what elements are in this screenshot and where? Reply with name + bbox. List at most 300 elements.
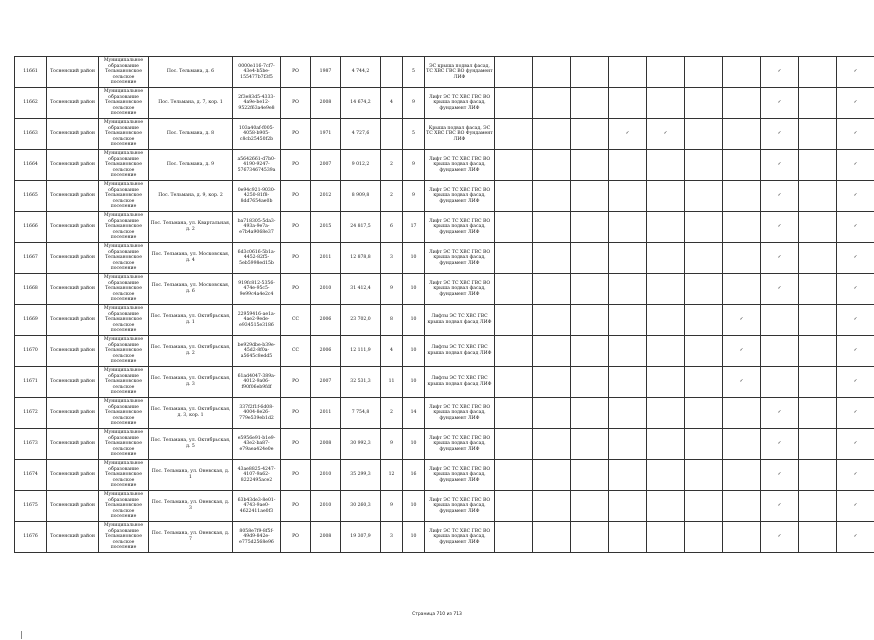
municipality-cell: Муниципальное образование Тельмановское сельское поселение bbox=[99, 57, 149, 88]
check-cell bbox=[647, 336, 685, 367]
row-id: 11667 bbox=[15, 243, 47, 274]
district-cell: Тосненский район bbox=[47, 212, 99, 243]
year-cell: 2006 bbox=[311, 305, 341, 336]
check-cell bbox=[495, 274, 533, 305]
area-cell: 12 111,9 bbox=[341, 336, 381, 367]
guid-cell: 337f2f1f-6d08-4004-8e26-779e539eb1d2 bbox=[233, 398, 281, 429]
address-cell: Пос. Тельмана, ул. Оневская, д. 3 bbox=[149, 491, 233, 522]
entrances-cell: 9 bbox=[381, 429, 403, 460]
ownership-type: РО bbox=[281, 460, 311, 491]
check-cell bbox=[799, 88, 837, 119]
check-cell bbox=[723, 150, 761, 181]
check-cell bbox=[799, 429, 837, 460]
check-cell bbox=[761, 305, 799, 336]
address-cell: Пос. Тельмана, ул. Московская, д. 6 bbox=[149, 274, 233, 305]
works-cell: Лифт ЭС ТС ХВС ГВС ВО крыша подвал фасад, фундамент ЛИФ bbox=[425, 522, 495, 553]
table-row bbox=[15, 88, 874, 119]
check-cell bbox=[533, 398, 571, 429]
entrances-cell: 9 bbox=[381, 491, 403, 522]
check-cell bbox=[761, 119, 799, 150]
check-cell bbox=[723, 274, 761, 305]
table-row bbox=[15, 181, 874, 212]
year-cell: 1971 bbox=[311, 119, 341, 150]
checkmark-icon: ✓ bbox=[777, 472, 782, 478]
check-cell bbox=[533, 305, 571, 336]
floors-cell: 10 bbox=[403, 367, 425, 398]
check-cell bbox=[799, 460, 837, 491]
check-cell bbox=[533, 460, 571, 491]
check-cell bbox=[571, 367, 609, 398]
check-cell bbox=[647, 367, 685, 398]
row-id: 11665 bbox=[15, 181, 47, 212]
check-cell bbox=[609, 367, 647, 398]
check-cell bbox=[723, 57, 761, 88]
checkmark-icon: ✓ bbox=[739, 348, 744, 354]
check-cell bbox=[571, 336, 609, 367]
check-cell bbox=[837, 398, 874, 429]
check-cell bbox=[571, 429, 609, 460]
check-cell bbox=[723, 367, 761, 398]
check-cell bbox=[647, 243, 685, 274]
table-row bbox=[15, 57, 874, 88]
year-cell: 1987 bbox=[311, 57, 341, 88]
checkmark-icon: ✓ bbox=[853, 348, 858, 354]
check-cell bbox=[647, 429, 685, 460]
works-cell: Крыша подвал фасад, ЭС ТС ХВС ГВС ВО Фундамент ЛИФ bbox=[425, 119, 495, 150]
check-cell bbox=[533, 88, 571, 119]
guid-cell: 43ae8825-4247-4107-9a62-8222495ace2 bbox=[233, 460, 281, 491]
ownership-type: РО bbox=[281, 150, 311, 181]
municipality-cell: Муниципальное образование Тельмановское сельское поселение bbox=[99, 181, 149, 212]
check-cell bbox=[685, 119, 723, 150]
entrances-cell bbox=[381, 119, 403, 150]
check-cell bbox=[571, 57, 609, 88]
check-cell bbox=[799, 274, 837, 305]
ownership-type: СС bbox=[281, 336, 311, 367]
check-cell bbox=[495, 491, 533, 522]
municipality-cell: Муниципальное образование Тельмановское сельское поселение bbox=[99, 429, 149, 460]
guid-cell: 0e94c921-9030-4250-81f8-8dd7654ae0b bbox=[233, 181, 281, 212]
check-cell bbox=[761, 460, 799, 491]
check-cell bbox=[799, 491, 837, 522]
checkmark-icon: ✓ bbox=[853, 410, 858, 416]
floors-cell: 10 bbox=[403, 491, 425, 522]
check-cell bbox=[761, 491, 799, 522]
check-cell bbox=[723, 522, 761, 553]
row-id: 11670 bbox=[15, 336, 47, 367]
entrances-cell: 12 bbox=[381, 460, 403, 491]
check-cell bbox=[685, 398, 723, 429]
checkmark-icon: ✓ bbox=[777, 224, 782, 230]
year-cell: 2007 bbox=[311, 367, 341, 398]
floors-cell: 10 bbox=[403, 274, 425, 305]
checkmark-icon: ✓ bbox=[625, 131, 630, 137]
area-cell: 4 727,6 bbox=[341, 119, 381, 150]
address-cell: Пос. Тельмана, ул. Октябрьская, д. 5 bbox=[149, 429, 233, 460]
check-cell bbox=[609, 119, 647, 150]
check-cell bbox=[609, 460, 647, 491]
check-cell bbox=[685, 460, 723, 491]
check-cell bbox=[647, 88, 685, 119]
check-cell bbox=[799, 305, 837, 336]
works-cell: Лифт ЭС ТС ХВС ГВС ВО крыша подвал фасад, фундамент ЛИФ bbox=[425, 491, 495, 522]
floors-cell: 9 bbox=[403, 181, 425, 212]
check-cell bbox=[685, 429, 723, 460]
ownership-type: РО bbox=[281, 491, 311, 522]
district-cell: Тосненский район bbox=[47, 150, 99, 181]
check-cell bbox=[723, 305, 761, 336]
guid-cell: 0000e116-7cf7-43e4-b5be-155477b7f3f5 bbox=[233, 57, 281, 88]
check-cell bbox=[495, 305, 533, 336]
row-id: 11675 bbox=[15, 491, 47, 522]
works-cell: Лифт ЭС ТС ХВС ГВС ВО крыша подвал фасад, фундамент ЛИФ bbox=[425, 181, 495, 212]
guid-cell: e5956e91-b1e9-43e2-ba87-e79aea424e0e bbox=[233, 429, 281, 460]
area-cell: 32 531,3 bbox=[341, 367, 381, 398]
checkmark-icon: ✓ bbox=[853, 441, 858, 447]
check-cell bbox=[571, 212, 609, 243]
municipality-cell: Муниципальное образование Тельмановское сельское поселение bbox=[99, 274, 149, 305]
entrances-cell: 6 bbox=[381, 212, 403, 243]
municipality-cell: Муниципальное образование Тельмановское сельское поселение bbox=[99, 460, 149, 491]
area-cell: 9 012,2 bbox=[341, 150, 381, 181]
district-cell: Тосненский район bbox=[47, 336, 99, 367]
address-cell: Пос. Тельмана, ул. Оневская, д. 1 bbox=[149, 460, 233, 491]
table-row bbox=[15, 460, 874, 491]
checkmark-icon: ✓ bbox=[777, 69, 782, 75]
district-cell: Тосненский район bbox=[47, 274, 99, 305]
checkmark-icon: ✓ bbox=[777, 193, 782, 199]
year-cell: 2006 bbox=[311, 336, 341, 367]
check-cell bbox=[571, 274, 609, 305]
guid-cell: 61ad4047-389a-4012-9a06-f90f06eb9fdf bbox=[233, 367, 281, 398]
check-cell bbox=[533, 336, 571, 367]
check-cell bbox=[647, 274, 685, 305]
works-cell: Лифт ЭС ТС ХВС ГВС ВО крыша подвал фасад, фундамент ЛИФ bbox=[425, 429, 495, 460]
entrances-cell: 8 bbox=[381, 305, 403, 336]
check-cell bbox=[647, 491, 685, 522]
check-cell bbox=[647, 305, 685, 336]
ownership-type: РО bbox=[281, 212, 311, 243]
year-cell: 2010 bbox=[311, 274, 341, 305]
check-cell bbox=[647, 398, 685, 429]
check-cell bbox=[837, 367, 874, 398]
check-cell bbox=[761, 367, 799, 398]
entrances-cell bbox=[381, 57, 403, 88]
check-cell bbox=[609, 243, 647, 274]
table-row bbox=[15, 429, 874, 460]
check-cell bbox=[723, 88, 761, 119]
row-id: 11672 bbox=[15, 398, 47, 429]
check-cell bbox=[571, 150, 609, 181]
check-cell bbox=[609, 181, 647, 212]
check-cell bbox=[761, 398, 799, 429]
row-id: 11666 bbox=[15, 212, 47, 243]
year-cell: 2011 bbox=[311, 243, 341, 274]
row-id: 11671 bbox=[15, 367, 47, 398]
check-cell bbox=[533, 429, 571, 460]
check-cell bbox=[837, 150, 874, 181]
guid-cell: 22959416-ae1a-4ae2-9ede-e934515e3186 bbox=[233, 305, 281, 336]
district-cell: Тосненский район bbox=[47, 243, 99, 274]
check-cell bbox=[495, 88, 533, 119]
row-id: 11662 bbox=[15, 88, 47, 119]
entrances-cell: 3 bbox=[381, 243, 403, 274]
check-cell bbox=[495, 243, 533, 274]
check-cell bbox=[609, 274, 647, 305]
check-cell bbox=[609, 491, 647, 522]
check-cell bbox=[495, 429, 533, 460]
check-cell bbox=[609, 88, 647, 119]
check-cell bbox=[571, 88, 609, 119]
ownership-type: РО bbox=[281, 88, 311, 119]
check-cell bbox=[799, 398, 837, 429]
district-cell: Тосненский район bbox=[47, 119, 99, 150]
municipality-cell: Муниципальное образование Тельмановское сельское поселение bbox=[99, 522, 149, 553]
check-cell bbox=[647, 150, 685, 181]
check-cell bbox=[495, 522, 533, 553]
ownership-type: РО bbox=[281, 119, 311, 150]
row-id: 11664 bbox=[15, 150, 47, 181]
address-cell: Пос. Тельмана, д. 7, кор. 1 bbox=[149, 88, 233, 119]
area-cell: 30 992,3 bbox=[341, 429, 381, 460]
check-cell bbox=[533, 243, 571, 274]
checkmark-icon: ✓ bbox=[777, 410, 782, 416]
floors-cell: 10 bbox=[403, 243, 425, 274]
year-cell: 2007 bbox=[311, 150, 341, 181]
check-cell bbox=[685, 336, 723, 367]
district-cell: Тосненский район bbox=[47, 429, 99, 460]
year-cell: 2008 bbox=[311, 88, 341, 119]
table-row bbox=[15, 212, 874, 243]
check-cell bbox=[647, 181, 685, 212]
ownership-type: РО bbox=[281, 367, 311, 398]
checkmark-icon: ✓ bbox=[853, 534, 858, 540]
check-cell bbox=[533, 212, 571, 243]
check-cell bbox=[609, 305, 647, 336]
table-body bbox=[15, 57, 874, 553]
check-cell bbox=[799, 181, 837, 212]
address-cell: Пос. Тельмана, ул. Октябрьская, д. 3, кор. 1 bbox=[149, 398, 233, 429]
check-cell bbox=[723, 491, 761, 522]
table-row bbox=[15, 243, 874, 274]
check-cell bbox=[723, 243, 761, 274]
check-cell bbox=[495, 398, 533, 429]
district-cell: Тосненский район bbox=[47, 305, 99, 336]
checkmark-icon: ✓ bbox=[853, 379, 858, 385]
check-cell bbox=[723, 181, 761, 212]
checkmark-icon: ✓ bbox=[777, 286, 782, 292]
check-cell bbox=[685, 88, 723, 119]
check-cell bbox=[799, 367, 837, 398]
check-cell bbox=[495, 150, 533, 181]
check-cell bbox=[609, 212, 647, 243]
check-cell bbox=[533, 274, 571, 305]
check-cell bbox=[723, 398, 761, 429]
district-cell: Тосненский район bbox=[47, 491, 99, 522]
floors-cell: 9 bbox=[403, 88, 425, 119]
check-cell bbox=[837, 88, 874, 119]
check-cell bbox=[495, 367, 533, 398]
checkmark-icon: ✓ bbox=[853, 131, 858, 137]
check-cell bbox=[495, 119, 533, 150]
municipality-cell: Муниципальное образование Тельмановское сельское поселение bbox=[99, 243, 149, 274]
checkmark-icon: ✓ bbox=[853, 503, 858, 509]
table-row bbox=[15, 522, 874, 553]
check-cell bbox=[837, 274, 874, 305]
address-cell: Пос. Тельмана, ул. Октябрьская, д. 2 bbox=[149, 336, 233, 367]
checkmark-icon: ✓ bbox=[853, 162, 858, 168]
guid-cell: be929dbe-b39e-45d2-8f0a-a5645c8edd5 bbox=[233, 336, 281, 367]
row-id: 11674 bbox=[15, 460, 47, 491]
check-cell bbox=[609, 429, 647, 460]
municipality-cell: Муниципальное образование Тельмановское сельское поселение bbox=[99, 119, 149, 150]
works-cell: Лифт ЭС ТС ХВС ГВС ВО крыша подвал фасад, фундамент ЛИФ bbox=[425, 88, 495, 119]
check-cell bbox=[685, 305, 723, 336]
checkmark-icon: ✓ bbox=[853, 472, 858, 478]
check-cell bbox=[647, 57, 685, 88]
entrances-cell: 2 bbox=[381, 181, 403, 212]
district-cell: Тосненский район bbox=[47, 181, 99, 212]
check-cell bbox=[723, 336, 761, 367]
table-row bbox=[15, 119, 874, 150]
area-cell: 7 754,8 bbox=[341, 398, 381, 429]
check-cell bbox=[609, 398, 647, 429]
check-cell bbox=[609, 522, 647, 553]
guid-cell: ba718305-5da3-493a-9e7a-e7b4a9068e37 bbox=[233, 212, 281, 243]
check-cell bbox=[647, 212, 685, 243]
ownership-type: РО bbox=[281, 522, 311, 553]
checkmark-icon: ✓ bbox=[739, 317, 744, 323]
check-cell bbox=[495, 460, 533, 491]
check-cell bbox=[685, 212, 723, 243]
works-cell: Лифты ЭС ТС ХВС ГВС крыша подвал фасад ЛИФ bbox=[425, 305, 495, 336]
check-cell bbox=[685, 181, 723, 212]
area-cell: 24 817,5 bbox=[341, 212, 381, 243]
check-cell bbox=[533, 522, 571, 553]
checkmark-icon: ✓ bbox=[853, 193, 858, 199]
check-cell bbox=[685, 367, 723, 398]
guid-cell: 919fc812-5356-474e-95c5-9e99c4a4e2c4 bbox=[233, 274, 281, 305]
municipality-cell: Муниципальное образование Тельмановское сельское поселение bbox=[99, 491, 149, 522]
check-cell bbox=[533, 119, 571, 150]
row-id: 11661 bbox=[15, 57, 47, 88]
table-row bbox=[15, 150, 874, 181]
entrances-cell: 2 bbox=[381, 150, 403, 181]
check-cell bbox=[837, 429, 874, 460]
year-cell: 2012 bbox=[311, 181, 341, 212]
check-cell bbox=[837, 212, 874, 243]
check-cell bbox=[533, 57, 571, 88]
check-cell bbox=[799, 243, 837, 274]
check-cell bbox=[799, 150, 837, 181]
check-cell bbox=[837, 305, 874, 336]
district-cell: Тосненский район bbox=[47, 57, 99, 88]
works-cell: Лифт ЭС ТС ХВС ГВС ВО крыша подвал фасад, фундамент ЛИФ bbox=[425, 398, 495, 429]
guid-cell: 63b43de3-8e01-4743-9ae0-4622411ae0f3 bbox=[233, 491, 281, 522]
works-cell: Лифт ЭС ТС ХВС ГВС ВО крыша подвал фасад, фундамент ЛИФ bbox=[425, 460, 495, 491]
checkmark-icon: ✓ bbox=[853, 286, 858, 292]
check-cell bbox=[761, 181, 799, 212]
area-cell: 23 702,0 bbox=[341, 305, 381, 336]
check-cell bbox=[761, 150, 799, 181]
area-cell: 8 909,8 bbox=[341, 181, 381, 212]
municipality-cell: Муниципальное образование Тельмановское сельское поселение bbox=[99, 336, 149, 367]
check-cell bbox=[495, 57, 533, 88]
guid-cell: a5642661-d7b0-4190-9247-576734674539a bbox=[233, 150, 281, 181]
checkmark-icon: ✓ bbox=[853, 255, 858, 261]
check-cell bbox=[571, 305, 609, 336]
entrances-cell: 3 bbox=[381, 522, 403, 553]
check-cell bbox=[723, 119, 761, 150]
address-cell: Пос. Тельмана, ул. Октябрьская, д. 1 bbox=[149, 305, 233, 336]
check-cell bbox=[571, 119, 609, 150]
district-cell: Тосненский район bbox=[47, 522, 99, 553]
row-id: 11668 bbox=[15, 274, 47, 305]
table-row bbox=[15, 367, 874, 398]
checkmark-icon: ✓ bbox=[777, 131, 782, 137]
checkmark-icon: ✓ bbox=[739, 379, 744, 385]
check-cell bbox=[761, 429, 799, 460]
entrances-cell: 11 bbox=[381, 367, 403, 398]
scan-mark bbox=[21, 631, 22, 639]
checkmark-icon: ✓ bbox=[777, 255, 782, 261]
checkmark-icon: ✓ bbox=[853, 100, 858, 106]
check-cell bbox=[799, 522, 837, 553]
ownership-type: РО bbox=[281, 274, 311, 305]
ownership-type: РО bbox=[281, 429, 311, 460]
check-cell bbox=[609, 150, 647, 181]
check-cell bbox=[723, 212, 761, 243]
district-cell: Тосненский район bbox=[47, 460, 99, 491]
address-cell: Пос. Тельмана, д. 8 bbox=[149, 119, 233, 150]
year-cell: 2008 bbox=[311, 429, 341, 460]
entrances-cell: 4 bbox=[381, 88, 403, 119]
check-cell bbox=[837, 119, 874, 150]
check-cell bbox=[837, 243, 874, 274]
area-cell: 31 412,4 bbox=[341, 274, 381, 305]
check-cell bbox=[761, 243, 799, 274]
check-cell bbox=[685, 150, 723, 181]
check-cell bbox=[761, 336, 799, 367]
check-cell bbox=[495, 181, 533, 212]
area-cell: 12 878,8 bbox=[341, 243, 381, 274]
check-cell bbox=[685, 491, 723, 522]
check-cell bbox=[533, 367, 571, 398]
check-cell bbox=[837, 522, 874, 553]
guid-cell: 6d3c0616-5b1a-4452-82f5-5eb5998ed15b bbox=[233, 243, 281, 274]
ownership-type: СС bbox=[281, 305, 311, 336]
checkmark-icon: ✓ bbox=[777, 441, 782, 447]
works-cell: Лифт ЭС ТС ХВС ГВС ВО крыша подвал фасад, фундамент ЛИФ bbox=[425, 274, 495, 305]
district-cell: Тосненский район bbox=[47, 367, 99, 398]
check-cell bbox=[837, 57, 874, 88]
check-cell bbox=[761, 88, 799, 119]
table-row bbox=[15, 491, 874, 522]
floors-cell: 17 bbox=[403, 212, 425, 243]
ownership-type: РО bbox=[281, 57, 311, 88]
entrances-cell: 2 bbox=[381, 398, 403, 429]
floors-cell: 14 bbox=[403, 398, 425, 429]
row-id: 11676 bbox=[15, 522, 47, 553]
check-cell bbox=[799, 119, 837, 150]
checkmark-icon: ✓ bbox=[777, 503, 782, 509]
floors-cell: 9 bbox=[403, 150, 425, 181]
check-cell bbox=[571, 491, 609, 522]
municipality-cell: Муниципальное образование Тельмановское сельское поселение bbox=[99, 398, 149, 429]
year-cell: 2008 bbox=[311, 522, 341, 553]
check-cell bbox=[723, 460, 761, 491]
year-cell: 2015 bbox=[311, 212, 341, 243]
